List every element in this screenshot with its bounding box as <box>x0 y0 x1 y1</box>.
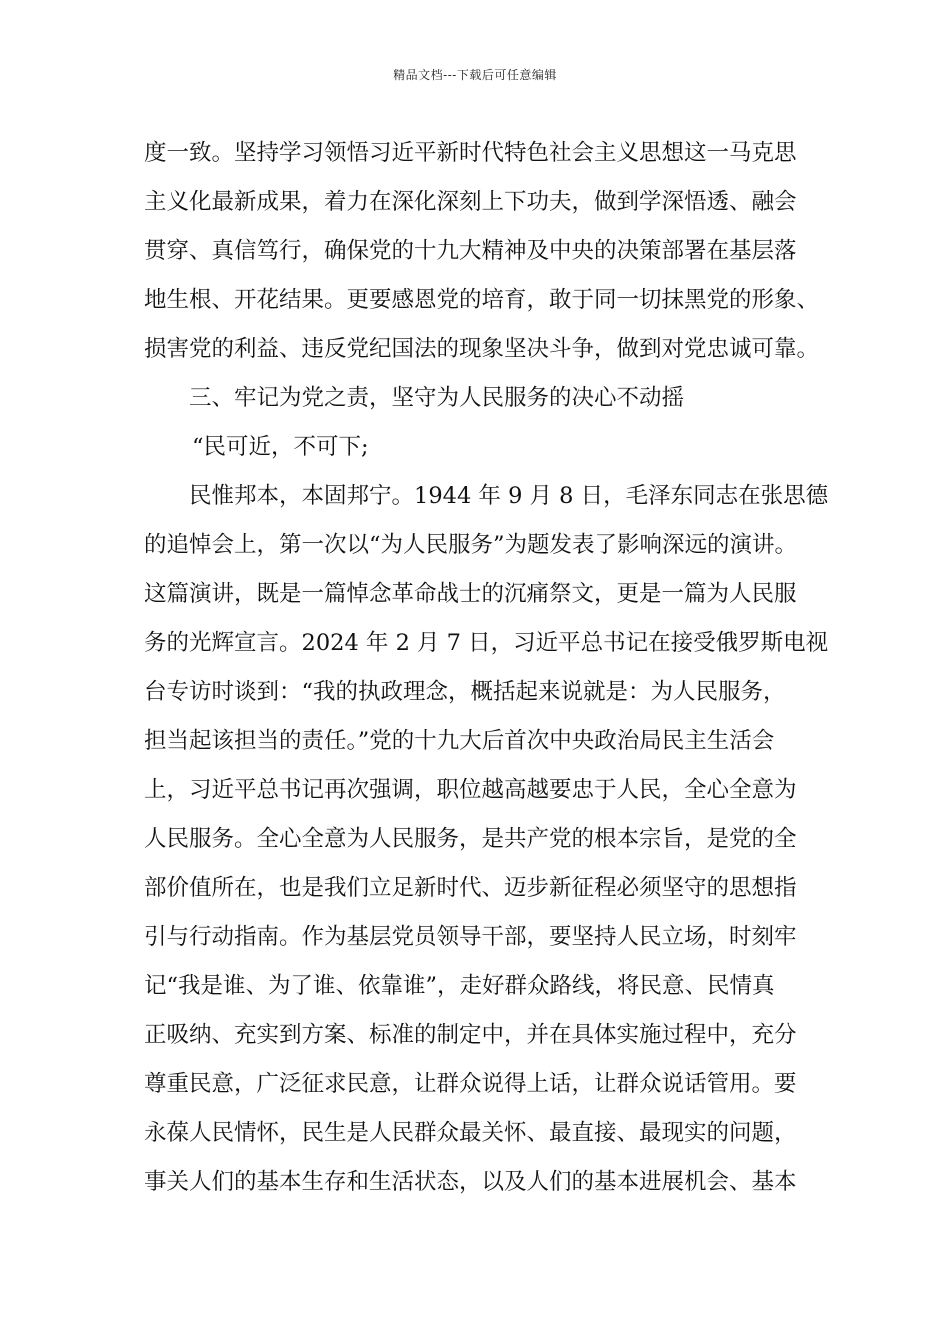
text-line: 民惟邦本，本固邦宁。1944 年 9 月 8 日，毛泽东同志在张思德 <box>189 483 829 509</box>
text-line: 上，习近平总书记再次强调，职位越高越要忠于人民，全心全意为 <box>144 777 797 803</box>
text-line: 部价值所在，也是我们立足新时代、迈步新征程必须坚守的思想指 <box>144 875 797 901</box>
page-header: 精品文档---下载后可任意编辑 <box>393 68 557 82</box>
quote-line: “民可近，不可下; <box>192 434 369 460</box>
text-line: 贯穿、真信笃行，确保党的十九大精神及中央的决策部署在基层落 <box>144 238 797 264</box>
text-line: 担当起该担当的责任。”党的十九大后首次中央政治局民主生活会 <box>144 728 775 754</box>
text-line: 尊重民意，广泛征求民意，让群众说得上话，让群众说话管用。要 <box>144 1071 797 1097</box>
text-line: 记“我是谁、为了谁、依靠谁”，走好群众路线，将民意、民情真 <box>144 973 775 999</box>
text-line: 主义化最新成果，着力在深化深刻上下功夫，做到学深悟透、融会 <box>144 189 797 215</box>
text-line: 这篇演讲，既是一篇悼念革命战士的沉痛祭文，更是一篇为人民服 <box>144 581 797 607</box>
text-line: 人民服务。全心全意为人民服务，是共产党的根本宗旨，是党的全 <box>144 826 797 852</box>
text-line: 地生根、开花结果。更要感恩党的培育，敢于同一切抹黑党的形象、 <box>144 287 820 313</box>
text-line: 正吸纳、充实到方案、标准的制定中，并在具体实施过程中，充分 <box>144 1022 797 1048</box>
text-line: 务的光辉宣言。2024 年 2 月 7 日，习近平总书记在接受俄罗斯电视 <box>144 630 829 656</box>
text-line: 的追悼会上，第一次以“为人民服务”为题发表了影响深远的演讲。 <box>144 532 798 558</box>
text-line: 损害党的利益、违反党纪国法的现象坚决斗争，做到对党忠诚可靠。 <box>144 336 820 362</box>
text-line: 台专访时谈到：“我的执政理念，概括起来说就是：为人民服务， <box>144 679 786 705</box>
text-line: 度一致。坚持学习领悟习近平新时代特色社会主义思想这一马克思 <box>144 140 797 166</box>
section-heading: 三、牢记为党之责，坚守为人民服务的决心不动摇 <box>189 385 685 411</box>
text-line: 引与行动指南。作为基层党员领导干部，要坚持人民立场，时刻牢 <box>144 924 797 950</box>
text-line: 事关人们的基本生存和生活状态，以及人们的基本进展机会、基本 <box>144 1169 797 1195</box>
text-line: 永葆人民情怀，民生是人民群众最关怀、最直接、最现实的问题， <box>144 1120 797 1146</box>
